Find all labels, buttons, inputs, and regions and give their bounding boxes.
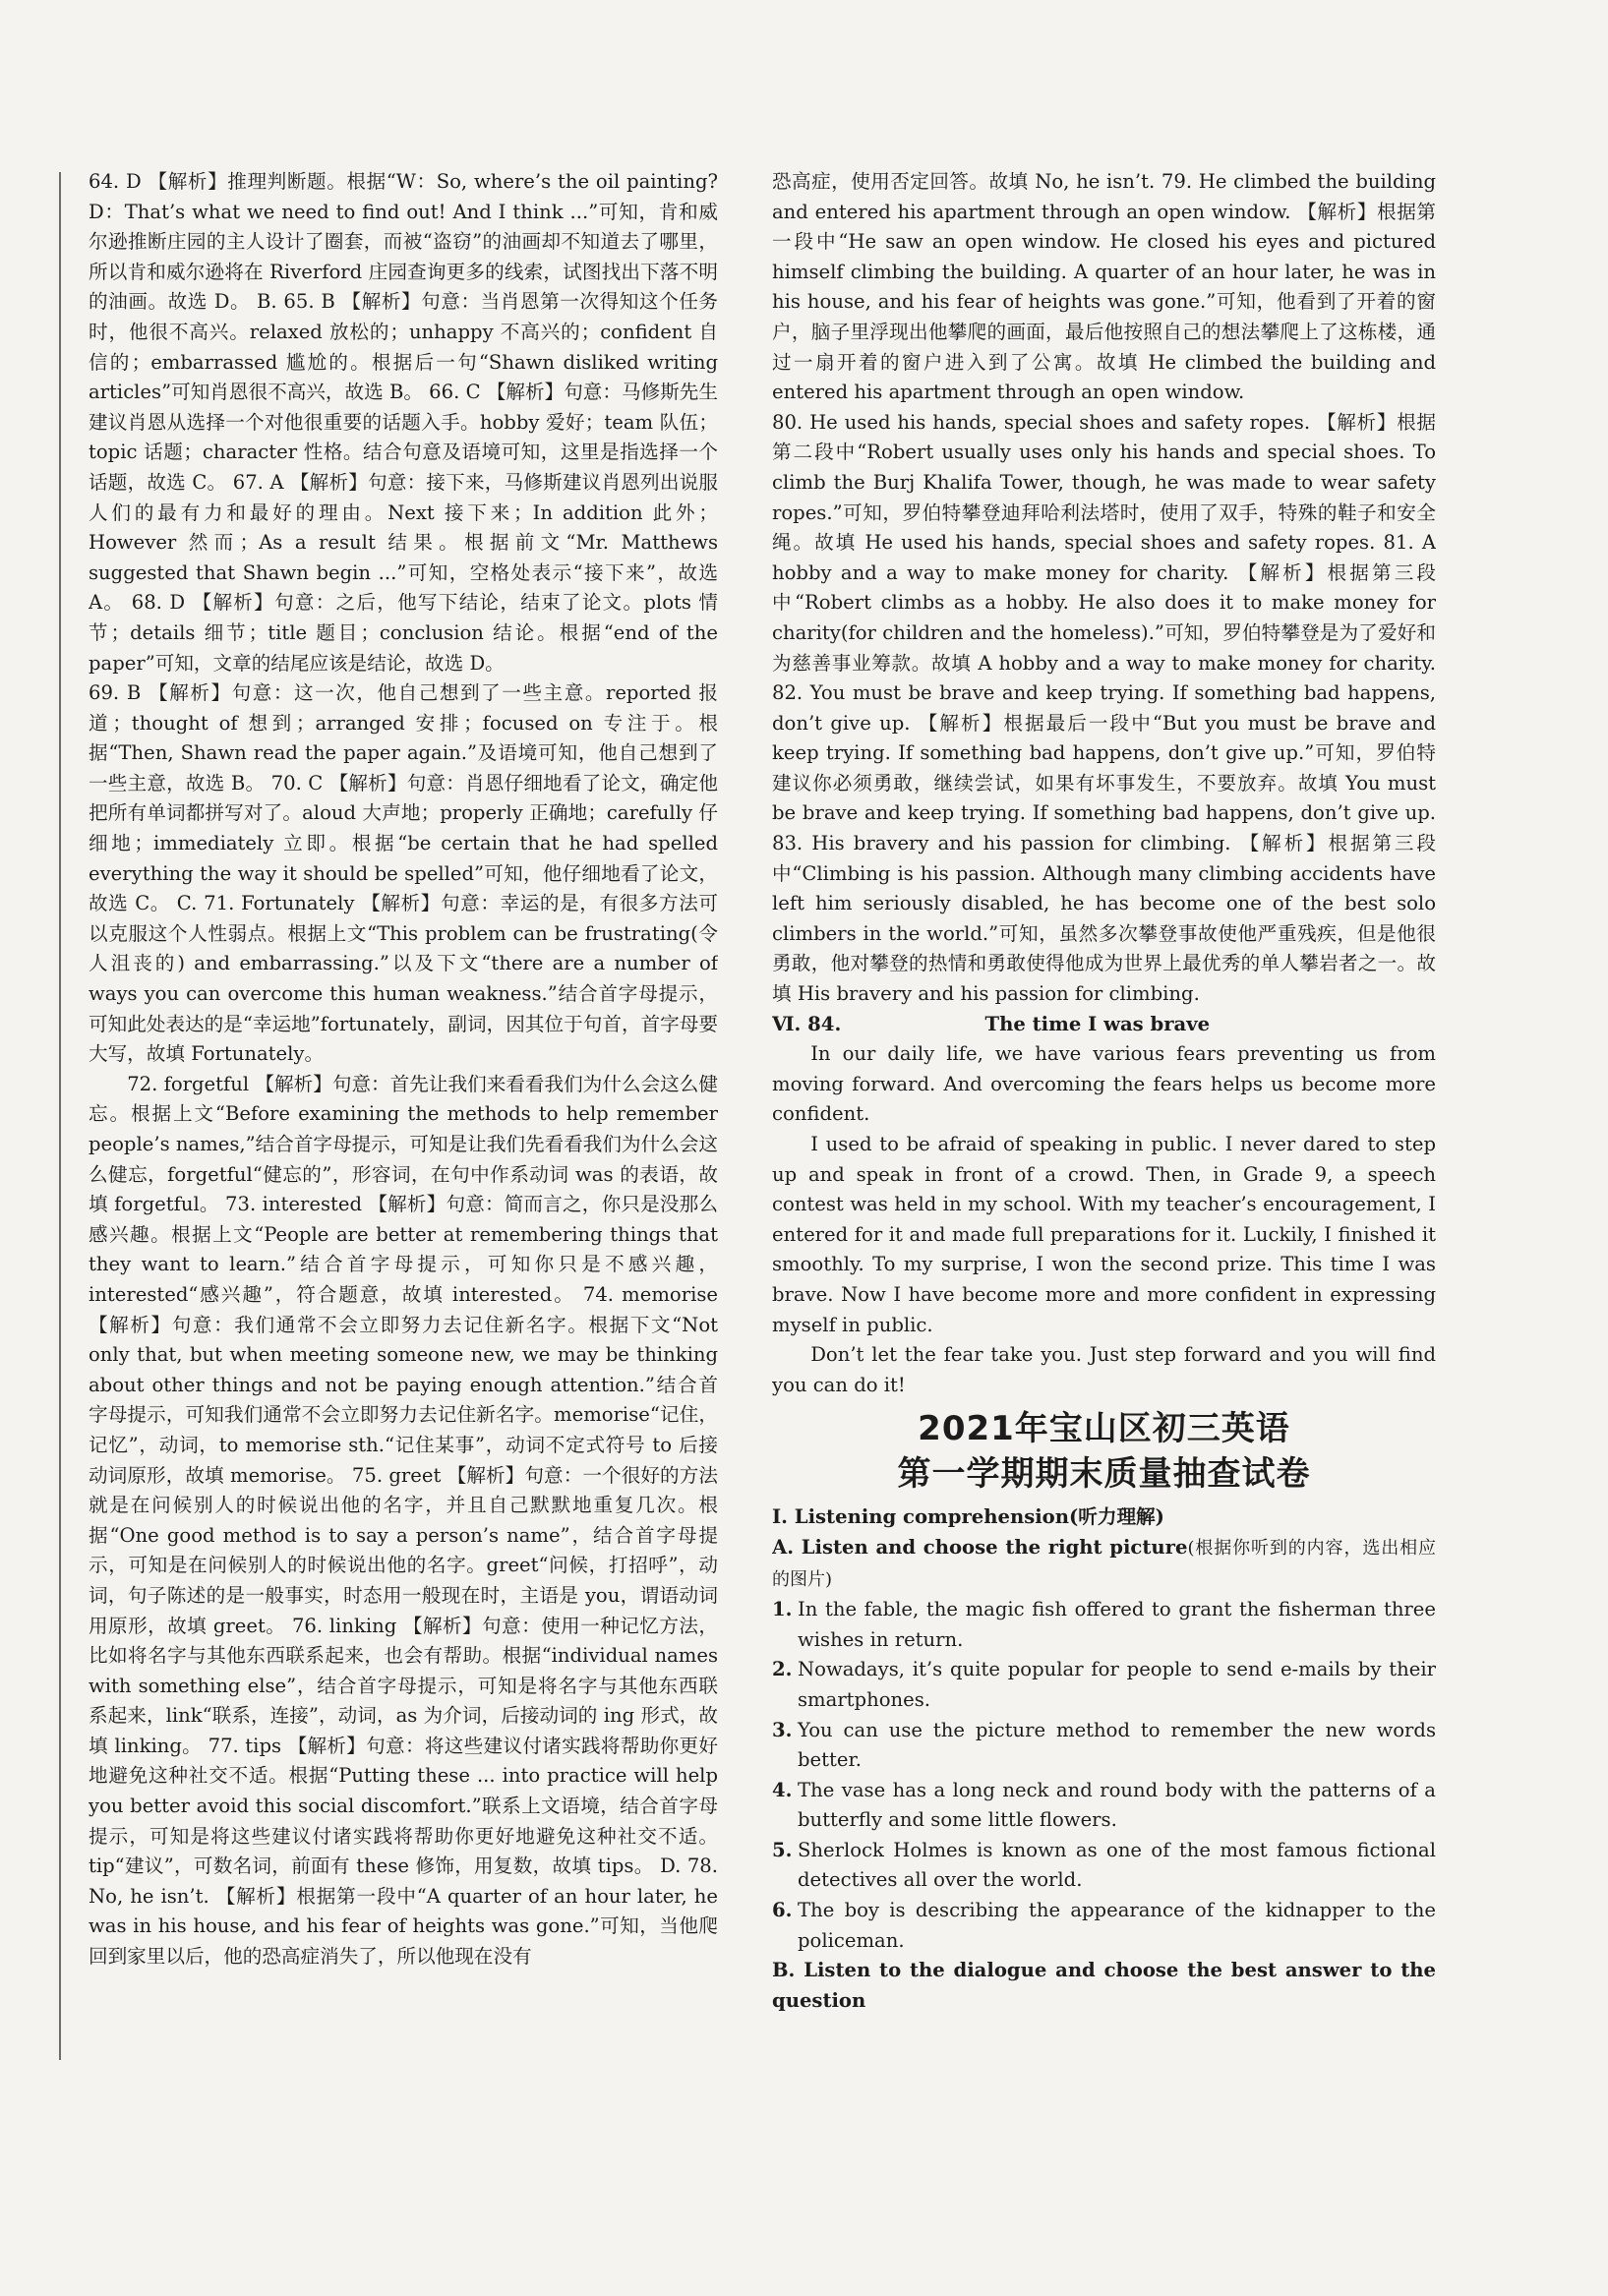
answer-block-69-71: 69. B 【解析】句意：这一次，他自己想到了一些主意。reported 报道；thought of 想到；arranged 安排；focused on 专注于。根据“Then, Shawn read the paper again.”及语境可知，他自己想到了一些主意，故选 B。 70. C 【解析】句意：肖恩仔细地看了论文，确定他把所有单词都拼写对了。aloud 大声地；properly 正确地；carefully 仔细地；immediately 立即。根据“be certain that he had spelled everything the way it should be spelled”可知，他仔细地看了论文，故选 C。 C. 71. Fortunately 【解析】句意：幸运的是，有很多方法可以克服这个人性弱点。根据上文“This problem can be frustrating(令人沮丧的) and embarrassing.”以及下文“there are a number of ways you can overcome this human weakness.”结合首字母提示，可知此处表达的是“幸运地”fortunately，副词，因其位于句首，首字母要大写，故填 Fortunately。 xyxy=(89,681,718,1066)
question-text: In the fable, the magic fish offered to grant the fisherman three wishes in return. xyxy=(798,1598,1436,1651)
page-fold-line xyxy=(59,172,61,2060)
question-number: 3. xyxy=(772,1718,793,1741)
right-column xyxy=(772,167,1436,2075)
section-heading-listening: Ⅰ. Listening comprehension(听力理解) xyxy=(772,1505,1164,1529)
exam-title-line-1: 2021年宝山区初三英语 xyxy=(918,1409,1290,1449)
question-text: The boy is describing the appearance of the kidnapper to the policeman. xyxy=(798,1899,1436,1952)
question-number: 1. xyxy=(772,1598,793,1621)
list-item xyxy=(772,1595,1436,1655)
part-b-heading: B. Listen to the dialogue and choose the best answer to the question xyxy=(772,1959,1436,2012)
list-item xyxy=(772,1716,1436,1776)
question-list xyxy=(772,1595,1436,1956)
list-item xyxy=(772,1655,1436,1715)
part-a-instruction xyxy=(772,1533,1436,1595)
list-item xyxy=(772,1896,1436,1956)
left-column xyxy=(89,167,718,2075)
list-item xyxy=(772,1836,1436,1896)
essay-paragraph: In our daily life, we have various fears preventing us from moving forward. And overcoming the fears helps us become more confident. xyxy=(772,1042,1436,1126)
question-text: Nowadays, it’s quite popular for people to send e-mails by their smartphones. xyxy=(798,1658,1436,1711)
part-a-heading: A. Listen and choose the right picture xyxy=(772,1535,1188,1559)
question-text: Sherlock Holmes is known as one of the most famous fictional detectives all over the world. xyxy=(798,1838,1436,1892)
essay-heading xyxy=(772,1010,1436,1040)
question-number: 5. xyxy=(772,1838,793,1861)
exam-title xyxy=(772,1406,1436,1497)
answer-block-64-68: 64. D 【解析】推理判断题。根据“W：So, where’s the oil painting? D：That’s what we need to find out! And I think ...”可知，肯和威尔逊推断庄园的主人设计了圈套，而被“盗窃”的油画却不知道去了哪里，所以肯和威尔逊将在 Riverford 庄园查询更多的线索，试图找出下落不明的油画。故选 D。 B. 65. B 【解析】句意：当肖恩第一次得知这个任务时，他很不高兴。relaxed 放松的；unhappy 不高兴的；confident 自信的；embarrassed 尴尬的。根据后一句“Shawn disliked writing articles”可知肖恩很不高兴，故选 B。 66. C 【解析】句意：马修斯先生建议肖恩从选择一个对他很重要的话题入手。hobby 爱好；team 队伍；topic 话题；character 性格。结合句意及语境可知，这里是指选择一个话题，故选 C。 67. A 【解析】句意：接下来，马修斯建议肖恩列出说服人们的最有力和最好的理由。Next 接下来；In addition 此外；However 然而；As a result 结果。根据前文“Mr. Matthews suggested that Shawn begin ...”可知，空格处表示“接下来”，故选 A。 68. D 【解析】句意：之后，他写下结论，结束了论文。plots 情节；details 细节；title 题目；conclusion 结论。根据“end of the paper”可知，文章的结尾应该是结论，故选 D。 xyxy=(89,170,718,675)
exam-title-line-2: 第一学期期末质量抽查试卷 xyxy=(897,1454,1311,1495)
answer-block-80-83: 80. He used his hands, special shoes and safety ropes. 【解析】根据第二段中“Robert usually uses only his hands and special shoes. To climb the Burj Khalifa Tower, though, he was made to wear safety ropes.”可知，罗伯特攀登迪拜哈利法塔时，使用了双手，特殊的鞋子和安全绳。故填 He used his hands, special shoes and safety ropes. 81. A hobby and a way to make money for charity. 【解析】根据第三段中“Robert climbs as a hobby. He also does it to make money for charity(for children and the homeless).”可知，罗伯特攀登是为了爱好和为慈善事业筹款。故填 A hobby and a way to make money for charity. 82. You must be brave and keep trying. If something bad happens, don’t give up. 【解析】根据最后一段中“But you must be brave and keep trying. If something bad happens, don’t give up.”可知，罗伯特建议你必须勇敢，继续尝试，如果有坏事发生，不要放弃。故填 You must be brave and keep trying. If something bad happens, don’t give up. 83. His bravery and his passion for climbing. 【解析】根据第三段中“Climbing is his passion. Although many climbing accidents have left him seriously disabled, he has become one of the best solo climbers in the world.”可知，虽然多次攀登事故使他严重残疾，但是他很勇敢，他对攀登的热情和勇敢使得他成为世界上最优秀的单人攀岩者之一。故填 His bravery and his passion for climbing. xyxy=(772,410,1436,1006)
part-a-instruction-cn: (根据你听到的内容，选出相应的图片) xyxy=(772,1537,1436,1590)
question-number: 4. xyxy=(772,1778,793,1801)
list-item xyxy=(772,1776,1436,1836)
question-text: You can use the picture method to remember the new words better. xyxy=(798,1718,1436,1772)
essay-paragraph: Don’t let the fear take you. Just step forward and you will find you can do it! xyxy=(772,1343,1436,1396)
essay-number: Ⅵ. 84. xyxy=(772,1012,842,1035)
question-text: The vase has a long neck and round body with the patterns of a butterfly and some little flowers. xyxy=(798,1778,1436,1832)
essay-title: The time I was brave xyxy=(984,1012,1211,1035)
question-number: 2. xyxy=(772,1658,793,1681)
answer-block-78-79: 恐高症，使用否定回答。故填 No, he isn’t. 79. He climbed the building and entered his apartment through an open window. 【解析】根据第一段中“He saw an open window. He closed his eyes and pictured himself climbing the building. A quarter of an hour later, he was in his house, and his fear of heights was gone.”可知，他看到了开着的窗户，脑子里浮现出他攀爬的画面，最后他按照自己的想法攀爬上了这栋楼，通过一扇开着的窗户进入到了公寓。故填 He climbed the building and entered his apartment through an open window. xyxy=(772,170,1436,404)
essay-paragraph: I used to be afraid of speaking in public. I never dared to step up and speak in front of a crowd. Then, in Grade 9, a speech contest was held in my school. With my teacher’s encouragement, I entered for it and made full preparations for it. Luckily, I finished it smoothly. To my surprise, I won the second prize. This time I was brave. Now I have become more and more confident in expressing myself in public. xyxy=(772,1133,1436,1336)
answer-block-72-78: 72. forgetful 【解析】句意：首先让我们来看看我们为什么会这么健忘。根据上文“Before examining the methods to help remember people’s names,”结合首字母提示，可知是让我们先看看我们为什么会这么健忘，forgetful“健忘的”，形容词，在句中作系动词 was 的表语，故填 forgetful。 73. interested 【解析】句意：简而言之，你只是没那么感兴趣。根据上文“People are better at remembering things that they want to learn.”结合首字母提示，可知你只是不感兴趣，interested“感兴趣”，符合题意，故填 interested。 74. memorise 【解析】句意：我们通常不会立即努力去记住新名字。根据下文“Not only that, but when meeting someone new, we may be thinking about other things and not be paying enough attention.”结合首字母提示，可知我们通常不会立即努力去记住新名字。memorise“记住，记忆”，动词，to memorise sth.“记住某事”，动词不定式符号 to 后接动词原形，故填 memorise。 75. greet 【解析】句意：一个很好的方法就是在问候别人的时候说出他的名字，并且自己默默地重复几次。根据“One good method is to say a person’s name”，结合首字母提示，可知是在问候别人的时候说出他的名字。greet“问候，打招呼”，动词，句子陈述的是一般事实，时态用一般现在时，主语是 you，谓语动词用原形，故填 greet。 76. linking 【解析】句意：使用一种记忆方法，比如将名字与其他东西联系起来，也会有帮助。根据“individual names with something else”，结合首字母提示，可知是将名字与其他东西联系起来，link“联系，连接”，动词，as 为介词，后接动词的 ing 形式，故填 linking。 77. tips 【解析】句意：将这些建议付诸实践将帮助你更好地避免这种社交不适。根据“Putting these ... into practice will help you better avoid this social discomfort.”联系上文语境，结合首字母提示，可知是将这些建议付诸实践将帮助你更好地避免这种社交不适。tip“建议”，可数名词，前面有 these 修饰，用复数，故填 tips。 D. 78. No, he isn’t. 【解析】根据第一段中“A quarter of an hour later, he was in his house, and his fear of heights was gone.”可知，当他爬回到家里以后，他的恐高症消失了，所以他现在没有 xyxy=(89,1072,718,1969)
question-number: 6. xyxy=(772,1899,793,1922)
